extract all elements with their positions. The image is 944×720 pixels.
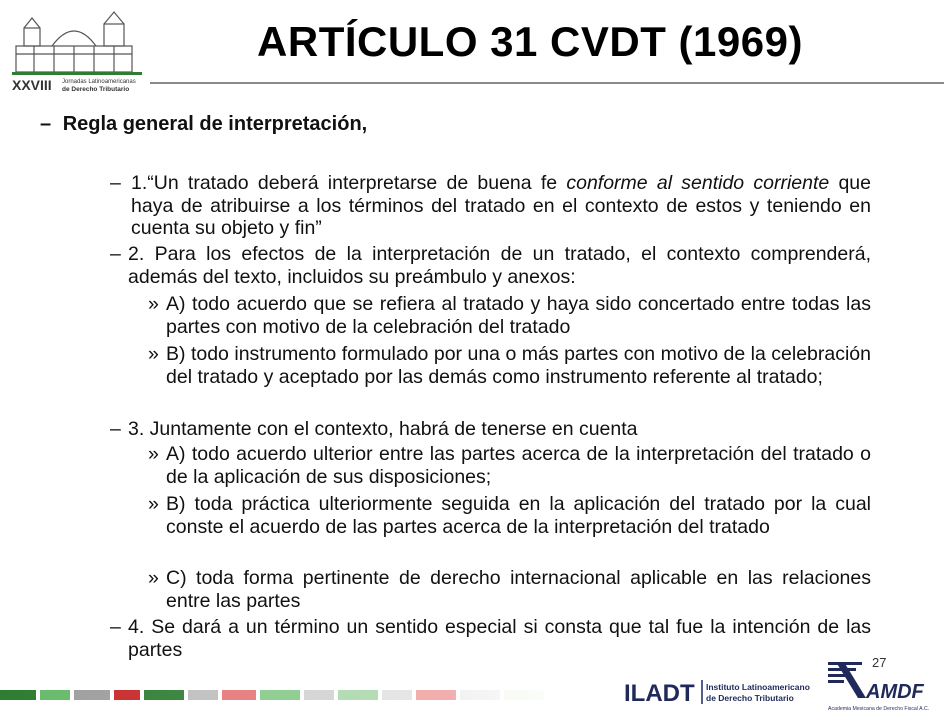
iladt-line1: Instituto Latinoamericano	[706, 682, 810, 692]
monument-icon	[16, 12, 132, 72]
paragraph-3b: B) toda práctica ulteriormente seguida en la aplicación del tratado por la cual conste el acuerdo de las partes acerca de la interpretación del tratado	[166, 493, 871, 538]
p3c-marker: »	[148, 567, 159, 589]
p3a-marker: »	[148, 443, 159, 465]
p4-dash: –	[110, 616, 121, 638]
iladt-line2: de Derecho Tributario	[706, 693, 794, 703]
paragraph-2a: A) todo acuerdo que se refiera al tratado y haya sido concertado entre todas las partes con motivo de la celebración del tratado	[166, 293, 871, 338]
p1-dash: –	[110, 172, 121, 194]
paragraph-2b: B) todo instrumento formulado por una o más partes con motivo de la celebración del tratado y aceptado por las demás como instrumento referente al tratado;	[166, 343, 871, 388]
header-divider	[150, 82, 944, 84]
paragraph-3: 3. Juntamente con el contexto, habrá de tenerse en cuenta	[128, 418, 638, 440]
logo-line2: de Derecho Tributario	[62, 86, 130, 93]
p2b-marker: »	[148, 343, 159, 365]
amdf-subtitle: Academia Mexicana de Derecho Fiscal A.C.	[828, 706, 930, 712]
p2a-marker: »	[148, 293, 159, 315]
heading-text: Regla general de interpretación,	[62, 113, 368, 135]
iladt-logo	[624, 676, 824, 708]
logo-line1: Jornadas Latinoamericanas	[62, 79, 136, 85]
p2-dash: –	[110, 243, 121, 265]
iladt-wordmark: ILADT	[624, 680, 695, 707]
p3b-marker: »	[148, 493, 159, 515]
logo-roman: XXVIII	[12, 77, 52, 93]
paragraph-1	[131, 172, 871, 240]
amdf-wordmark: AMDF	[866, 681, 924, 703]
amdf-emblem-icon	[828, 662, 866, 698]
amdf-logo	[826, 658, 938, 714]
heading-dash: –	[40, 113, 52, 135]
footer-color-bar	[0, 688, 600, 702]
p1-tail: que haya de atribuirse a los términos del tratado en el contexto de estos y teniendo en cuenta su objeto y fin”	[131, 172, 871, 239]
paragraph-3c: C) toda forma pertinente de derecho internacional aplicable en las relaciones entre las partes	[166, 567, 871, 612]
section-heading	[40, 113, 367, 135]
jornadas-logo	[4, 6, 154, 98]
p1-lead: 1.“Un tratado deberá interpretarse de buena fe	[131, 172, 567, 194]
slide-title: ARTÍCULO 31 CVDT (1969)	[257, 18, 803, 65]
p1-emphasis: conforme al sentido corriente	[566, 172, 830, 194]
page-number: 27	[872, 655, 887, 670]
paragraph-2: 2. Para los efectos de la interpretación de un tratado, el contexto comprenderá, además del texto, incluidos su preámbulo y anexos:	[128, 243, 871, 288]
paragraph-3a: A) todo acuerdo ulterior entre las partes acerca de la interpretación del tratado o de la aplicación de sus disposiciones;	[166, 443, 871, 488]
paragraph-4: 4. Se dará a un término un sentido especial si consta que tal fue la intención de las partes	[128, 616, 871, 661]
p3-dash: –	[110, 418, 121, 440]
